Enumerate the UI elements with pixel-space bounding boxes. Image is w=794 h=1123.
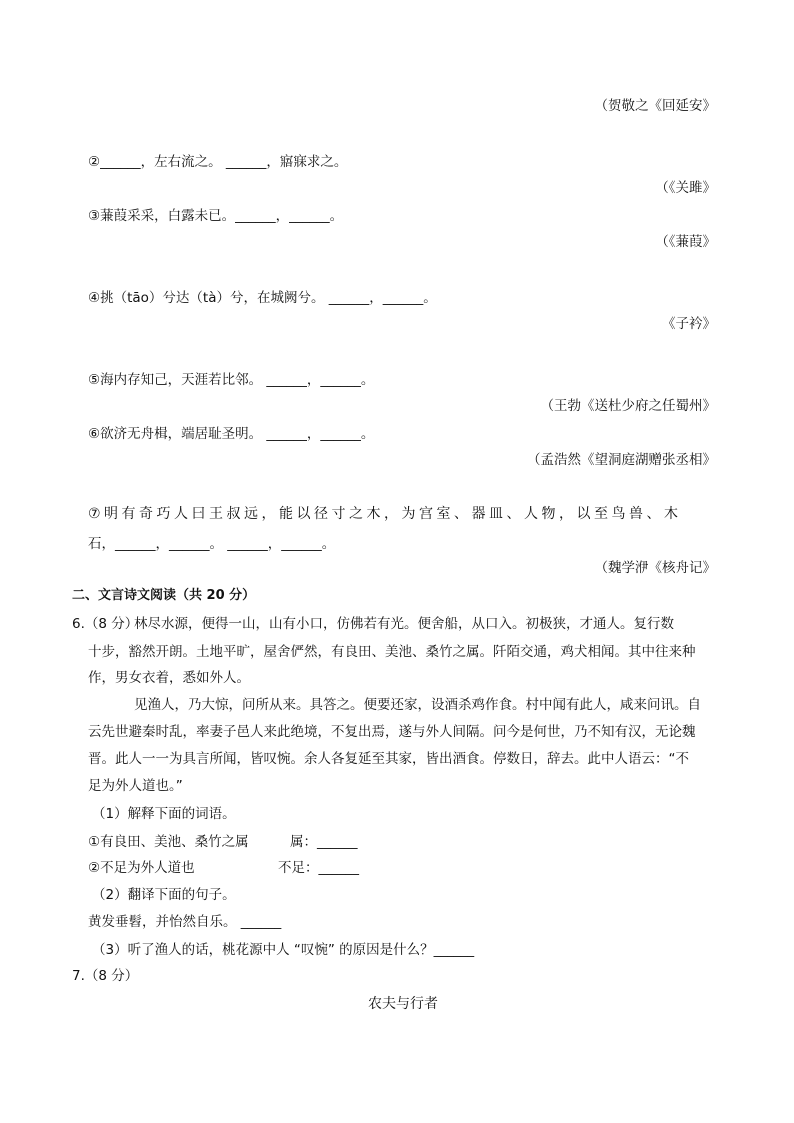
q6-sub3-prompt: （3）听了渔人的话，桃花源中人 “叹惋” 的原因是什么？______ [92, 942, 475, 958]
q6-sub2-sentence: 黄发垂髫，并怡然自乐。 ______ [88, 914, 282, 930]
item2-source: （《关雎》 [655, 180, 716, 196]
item1-source: （贺敬之《回延安》 [594, 98, 716, 114]
item6-question: ⑥欲济无舟楫，端居耻圣明。 ______，______。 [88, 426, 375, 442]
item5-question: ⑤海内存知己，天涯若比邻。 ______，______。 [88, 372, 375, 388]
section2-heading: 二、文言诗文阅读（共 20 分） [72, 588, 256, 603]
q6-passage-p2-line1: 见渔人，乃大惊，问所从来。具答之。便要还家，设酒杀鸡作食。村中闻有此人，咸来问讯。自 [134, 697, 701, 713]
q6-passage-p1-line2: 十步，豁然开朗。土地平旷，屋舍俨然，有良田、美池、桑竹之属。阡陌交通，鸡犬相闻。其中往来种 [88, 644, 696, 660]
item7-question-line1: ⑦明有奇巧人曰王叔远，能以径寸之木，为宫室、器皿、人物，以至鸟兽、木 [88, 506, 682, 522]
q6-sub1-phrase-b: ②不足为外人道也 [88, 860, 195, 876]
q6-passage-p2-line2: 云先世避秦时乱，率妻子邑人来此绝境，不复出焉，遂与外人间隔。问今是何世，乃不知有汉，无论魏 [88, 724, 696, 740]
q7-label: 7.（8 分） [72, 968, 139, 984]
q6-passage-p2-line3: 晋。此人一一为具言所闻，皆叹惋。余人各复延至其家，皆出酒食。停数日，辞去。此中人语云：“不 [88, 751, 689, 767]
item2-question: ②______，左右流之。 ______，寤寐求之。 [88, 154, 348, 170]
q7-passage-title: 农夫与行者 [368, 996, 438, 1012]
q6-passage-p1-line1: 林尽水源，便得一山，山有小口，仿佛若有光。便舍船，从口入。初极狭，才通人。复行数 [134, 616, 674, 632]
q6-sub2-prompt: （2）翻译下面的句子。 [92, 887, 236, 903]
item7-question-line2: 石，______，______。 ______，______。 [88, 536, 336, 552]
q6-sub1-prompt: （1）解释下面的词语。 [92, 806, 236, 822]
item4-question: ④挑（tāo）兮达（tà）兮，在城阙兮。 ______，______。 [88, 290, 437, 306]
q6-sub1-word-b: 不足：______ [278, 860, 359, 876]
item6-source: （孟浩然《望洞庭湖赠张丞相》 [527, 452, 716, 468]
q6-label: 6.（8 分） [72, 616, 139, 632]
q6-passage-p2-line4: 足为外人道也。” [88, 778, 183, 794]
item7-source: （魏学洢《核舟记》 [594, 560, 716, 576]
item5-source: （王勃《送杜少府之任蜀州》 [540, 398, 716, 414]
q6-sub1-phrase-a: ①有良田、美池、桑竹之属 [88, 834, 249, 850]
item3-question: ③蒹葭采采，白露未已。______，______。 [88, 208, 344, 224]
item3-source: （《蒹葭》 [655, 234, 716, 250]
item4-source: 《子衿》 [662, 316, 716, 332]
q6-sub1-word-a: 属：______ [290, 834, 358, 850]
q6-passage-p1-line3: 作，男女衣着，悉如外人。 [88, 670, 250, 686]
